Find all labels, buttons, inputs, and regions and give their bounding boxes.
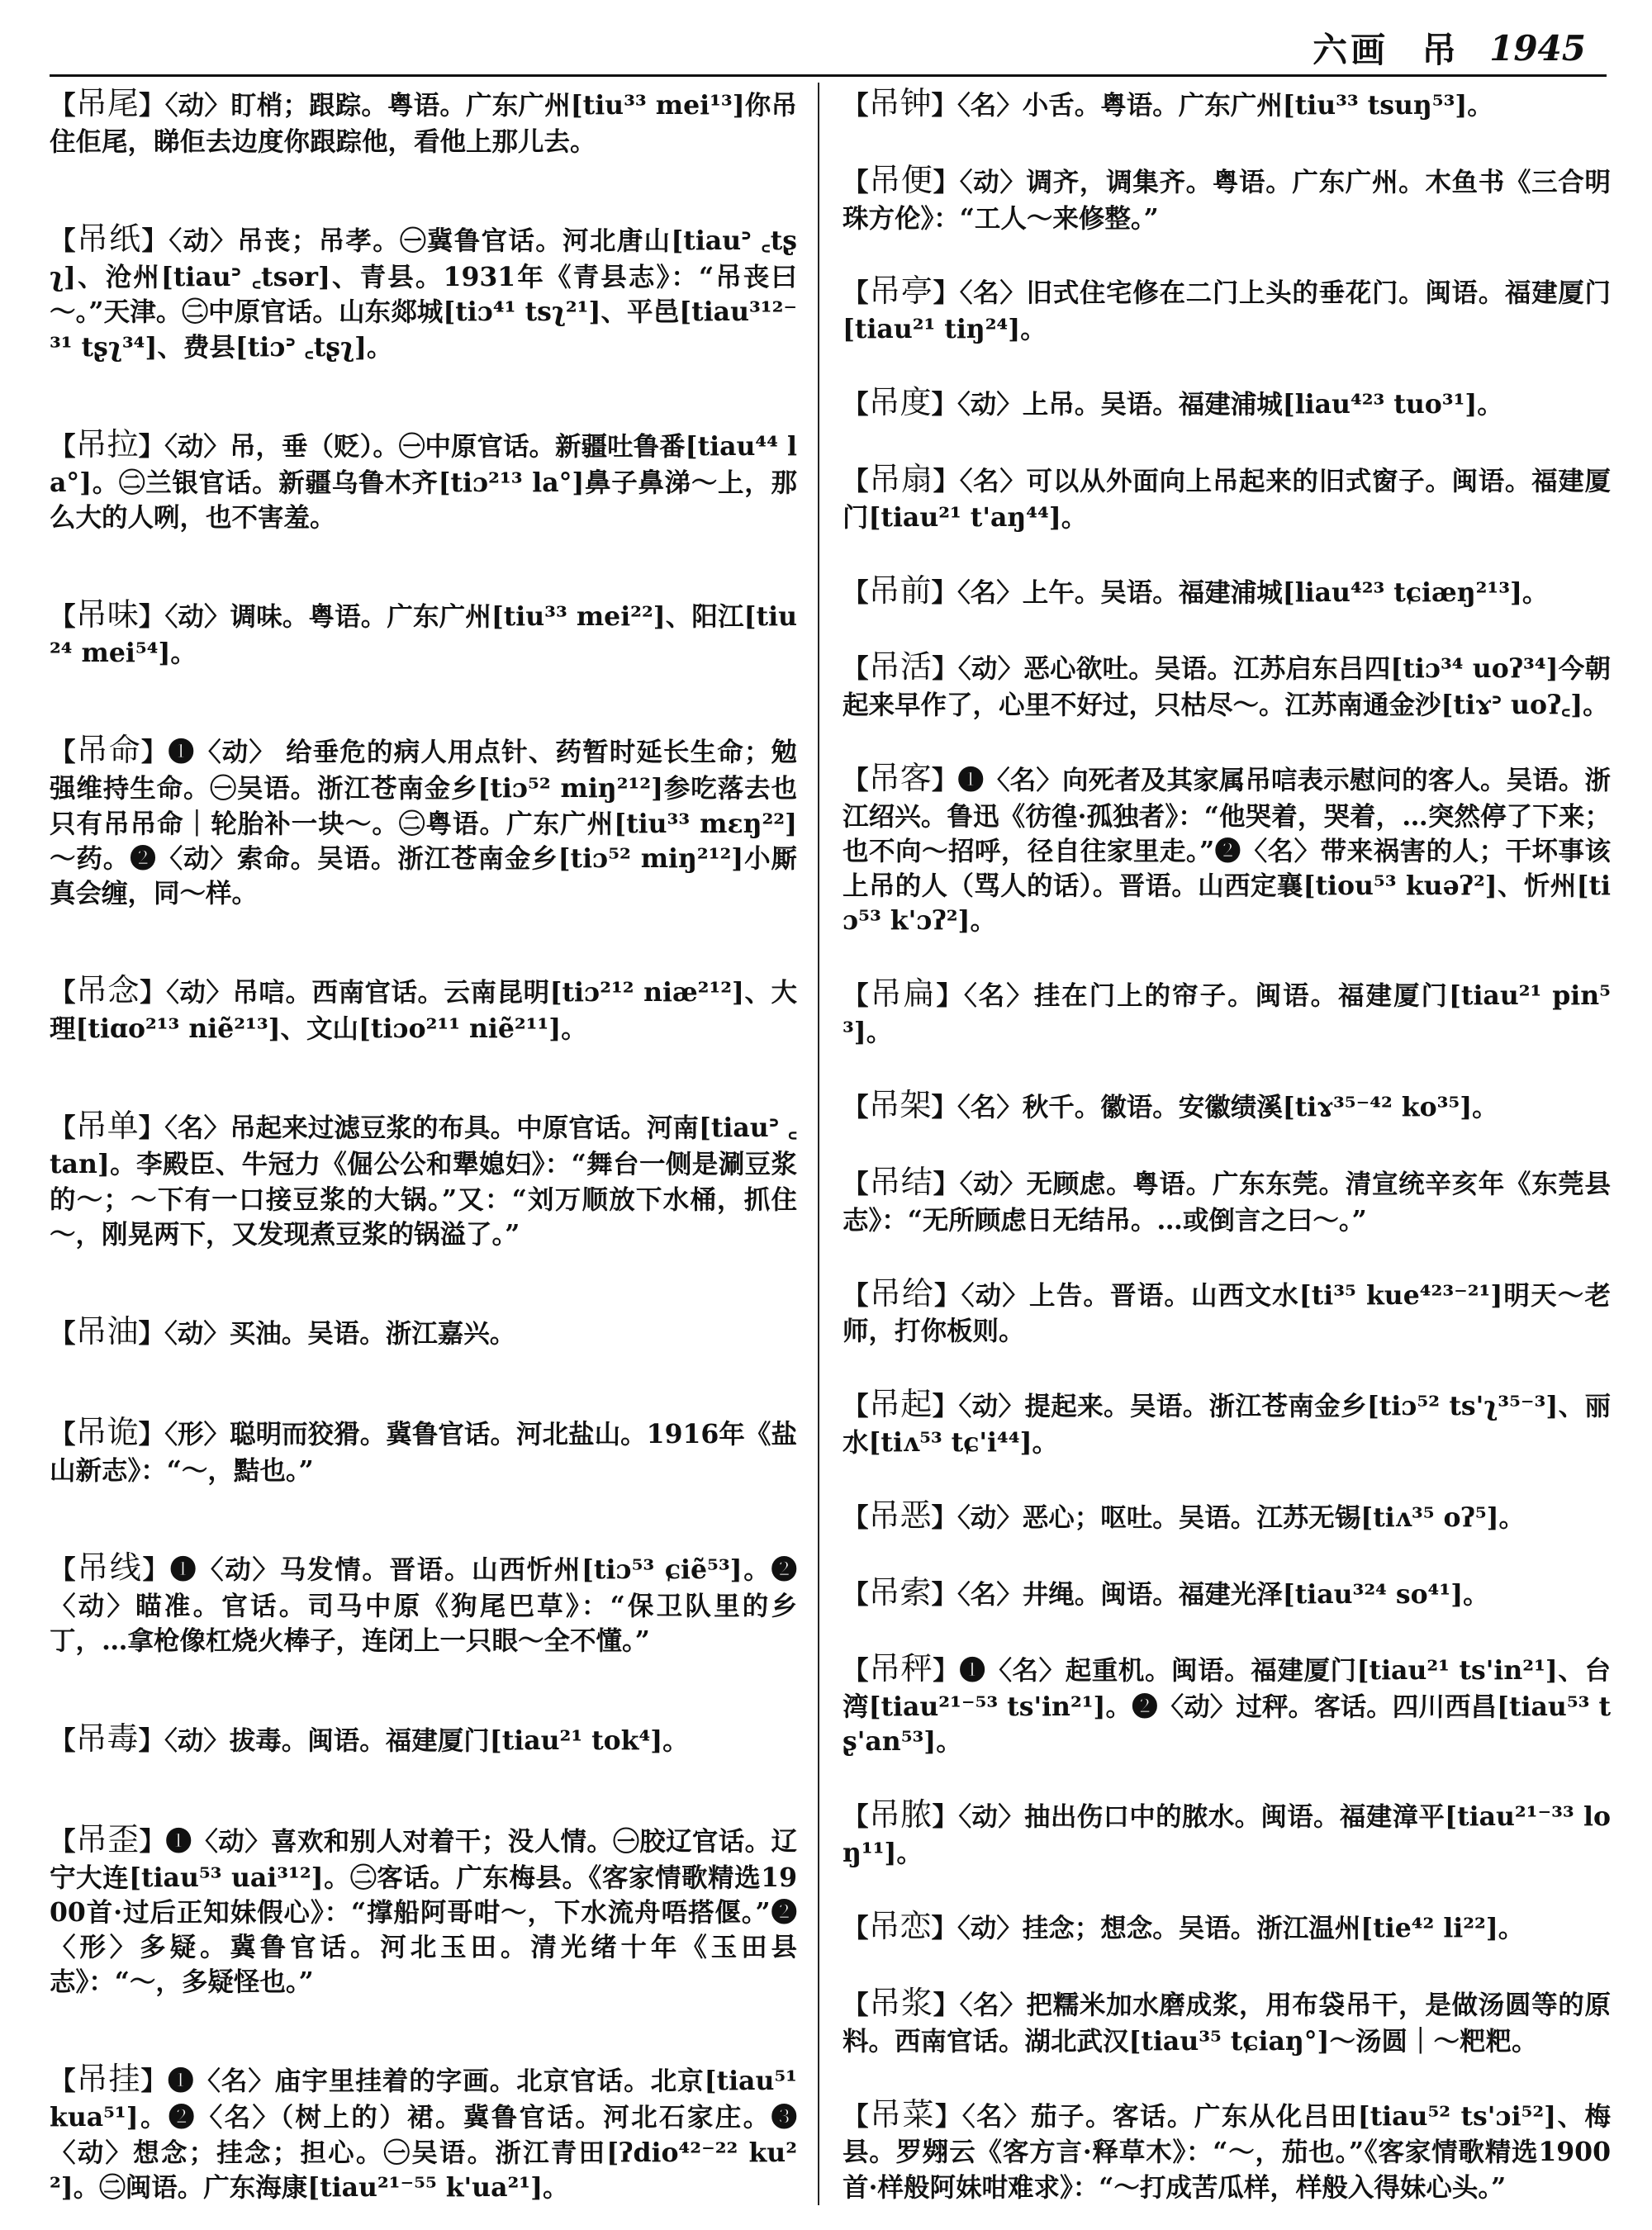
headword: 【吊命】 xyxy=(50,732,169,769)
dictionary-entry xyxy=(50,1718,797,1760)
dictionary-entry xyxy=(843,382,1611,424)
dictionary-entry xyxy=(50,1547,797,1658)
headword: 【吊诡】 xyxy=(50,1414,165,1451)
definition: 〈形〉聪明而狡猾。冀鲁官话。河北盐山。1916年《盐山新志》：“～，黠也。” xyxy=(50,1419,797,1486)
dictionary-entry xyxy=(843,83,1611,125)
headword: 【吊索】 xyxy=(843,1573,958,1611)
definition: ❶〈动〉马发情。晋语。山西忻州[tiɔ⁵³ ɕiẽ⁵³]。❷〈动〉瞄准。官话。司马中原《狗尾巴草》：“保卫队里的乡丁，…拿枪像杠烧火棒子，连闭上一只眼～全不懂。” xyxy=(50,1554,797,1657)
definition: 〈名〉秋千。徽语。安徽绩溪[tiɤ³⁵⁻⁴² ko³⁵]。 xyxy=(957,1092,1498,1123)
dictionary-entry xyxy=(50,729,797,911)
dictionary-entry xyxy=(50,1311,797,1353)
definition: 〈名〉挂在门上的帘子。闽语。福建厦门[tiau²¹ pin⁵³]。 xyxy=(843,980,1611,1048)
headword: 【吊念】 xyxy=(50,972,167,1009)
dictionary-entry xyxy=(843,646,1611,723)
definition: 〈动〉上告。晋语。山西文水[ti³⁵ kue⁴²³⁻²¹]明天～老师，打你板则。 xyxy=(843,1279,1611,1347)
headword: 【吊前】 xyxy=(843,572,958,609)
header-rule xyxy=(50,74,1607,77)
headword: 【吊味】 xyxy=(50,596,165,633)
dictionary-entry xyxy=(50,970,797,1046)
headword: 【吊结】 xyxy=(843,1163,960,1200)
definition: 〈动〉提起来。吴语。浙江苍南金乡[tiɔ⁵² ts'ʅ³⁵⁻³]、丽水[tiʌ⁵³ tɕ'i⁴⁴]。 xyxy=(843,1391,1611,1459)
headword: 【吊油】 xyxy=(50,1313,165,1350)
headword: 【吊客】 xyxy=(843,759,958,796)
headword: 【吊线】 xyxy=(50,1549,170,1587)
headword: 【吊秤】 xyxy=(843,1650,960,1687)
dictionary-entry xyxy=(843,1794,1611,1871)
headword: 【吊脓】 xyxy=(843,1796,959,1834)
headword: 【吊单】 xyxy=(50,1108,165,1145)
definition: 〈名〉旧式住宅修在二门上头的垂花门。闽语。福建厦门[tiau²¹ tiŋ²⁴]。 xyxy=(843,278,1611,345)
headword: 【吊毒】 xyxy=(50,1720,165,1757)
definition: 〈名〉小舌。粤语。广东广州[tiu³³ tsuŋ⁵³]。 xyxy=(957,90,1493,121)
page-number: 1945 xyxy=(1489,27,1586,69)
dictionary-entry xyxy=(843,2094,1611,2205)
definition: 〈名〉井绳。闽语。福建光泽[tiau³²⁴ so⁴¹]。 xyxy=(957,1578,1489,1610)
definition: 〈名〉上午。吴语。福建浦城[liau⁴²³ tɕiæŋ²¹³]。 xyxy=(957,576,1549,608)
dictionary-entry xyxy=(50,83,797,159)
definition: ❶〈名〉庙宇里挂着的字画。北京官话。北京[tiau⁵¹ kua⁵¹]。❷〈名〉（树上的）裙。冀鲁官话。河北石家庄。❸〈动〉想念；挂念；担心。㊀吴语。浙江青田[ʔdio⁴²⁻²² ku²²]。㊁闽语。广东海康[tiau²¹⁻⁵⁵ k'ua²¹]。 xyxy=(50,2066,797,2203)
definition: 〈动〉盯梢；跟踪。粤语。广东广州[tiu³³ mei¹³]你吊住佢尾，睇佢去边度你跟踪他，看他上那儿去。 xyxy=(50,90,797,157)
definition: 〈名〉把糯米加水磨成浆，用布袋吊干，是做汤圆等的原料。西南官话。湖北武汉[tiau³⁵ tɕiaŋ°]～汤圆｜～粑粑。 xyxy=(843,1989,1611,2057)
headword: 【吊浆】 xyxy=(843,1984,960,2021)
headword: 【吊拉】 xyxy=(50,425,165,463)
dictionary-entry xyxy=(843,270,1611,347)
headword: 【吊挂】 xyxy=(50,2061,168,2098)
definition: 〈动〉吊唁。西南官话。云南昆明[tiɔ²¹² niæ²¹²]、大理[tiɑo²¹³ niẽ²¹³]、文山[tiɔo²¹¹ niẽ²¹¹]。 xyxy=(50,977,797,1045)
headword: 【吊恋】 xyxy=(843,1908,958,1945)
dictionary-entry xyxy=(843,570,1611,612)
right-column xyxy=(843,83,1611,2205)
definition: ❶〈名〉向死者及其家属吊唁表示慰问的客人。吴语。浙江绍兴。鲁迅《彷徨·孤独者》：“他哭着，哭着，…突然停了下来；也不向～招呼，径自往家里走。”❷〈名〉带来祸害的人；干坏事该上吊的人（骂人的话）。晋语。山西定襄[tiou⁵³ kuəʔ²]、忻州[tiɔ⁵³ k'ɔʔ²]。 xyxy=(843,764,1611,937)
definition: 〈名〉可以从外面向上吊起来的旧式窗子。闽语。福建厦门[tiau²¹ t'aŋ⁴⁴]。 xyxy=(843,465,1611,533)
dictionary-entry xyxy=(843,1383,1611,1460)
dictionary-entry xyxy=(843,757,1611,939)
definition: 〈动〉无顾虑。粤语。广东东莞。清宣统辛亥年《东莞县志》：“无所顾虑日无结吊。…或倒言之曰～。” xyxy=(843,1168,1611,1236)
definition: 〈动〉吊丧；吊孝。㊀冀鲁官话。河北唐山[tiauᐣ ꜀tʂʅ]、沧州[tiauᐣ ꜀tsər]、青县。1931年《青县志》：“吊丧曰～。”天津。㊁中原官话。山东郯城[tiɔ⁴¹ tsʅ²¹]、平邑[tiau³¹²⁻³¹ tʂʅ³⁴]、费县[tiɔᐣ ꜀tʂʅ]。 xyxy=(50,225,797,363)
dictionary-entry xyxy=(843,1084,1611,1127)
definition: ❶〈动〉喜欢和别人对着干；没人情。㊀胶辽官话。辽宁大连[tiau⁵³ uai³¹²]。㊁客话。广东梅县。《客家情歌精选1900首·过后正知妹假心》：“撑船阿哥咁～，下水流舟唔搭偃。”❷〈形〉多疑。冀鲁官话。河北玉田。清光绪十年《玉田县志》：“～，多疑怪也。” xyxy=(50,1825,797,1998)
headword: 【吊纸】 xyxy=(50,221,169,258)
headword: 【吊架】 xyxy=(843,1087,958,1124)
dictionary-entry xyxy=(50,218,797,365)
dictionary-entry xyxy=(843,458,1611,535)
definition: 〈动〉调味。粤语。广东广州[tiu³³ mei²²]、阳江[tiu²⁴ mei⁵⁴]。 xyxy=(50,601,797,669)
headword: 【吊扇】 xyxy=(843,460,960,497)
dictionary-entry xyxy=(50,1819,797,2000)
definition: ❶〈名〉起重机。闽语。福建厦门[tiau²¹ ts'in²¹]、台湾[tiau²¹⁻⁵³ ts'in²¹]。❷〈动〉过秤。客话。四川西昌[tiau⁵³ tʂ'an⁵³]。 xyxy=(843,1655,1611,1758)
headword: 【吊便】 xyxy=(843,161,960,198)
dictionary-entry xyxy=(50,1412,797,1488)
definition: 〈名〉吊起来过滤豆浆的布具。中原官话。河南[tiauᐣ ꜀tan]。李殿臣、牛冠力《倔公公和犟媳妇》：“舞台一侧是涮豆浆的～；～下有一口接豆浆的大锅。”又：“刘万顺放下水桶，抓住～，刚晃两下，又发现煮豆浆的锅溢了。” xyxy=(50,1113,797,1250)
dictionary-entry xyxy=(843,973,1611,1050)
dictionary-entry xyxy=(843,1572,1611,1614)
definition: 〈动〉抽出伤口中的脓水。闽语。福建漳平[tiau²¹⁻³³ loŋ¹¹]。 xyxy=(843,1801,1611,1869)
dictionary-entry xyxy=(50,424,797,535)
definition: ❶〈动〉 给垂危的病人用点针、药暂时延长生命；勉强维持生命。㊀吴语。浙江苍南金乡[tiɔ⁵² miŋ²¹²]参吃落去也只有吊吊命｜轮胎补一块～。㊁粤语。广东广州[tiu³³ mɛŋ²²]～药。❷〈动〉索命。吴语。浙江苍南金乡[tiɔ⁵² miŋ²¹²]小厮真会缠，同～样。 xyxy=(50,737,797,909)
definition: 〈动〉挂念；想念。吴语。浙江温州[tie⁴² li²²]。 xyxy=(957,1913,1525,1944)
definition: 〈动〉买油。吴语。浙江嘉兴。 xyxy=(164,1318,516,1350)
headword: 【吊度】 xyxy=(843,384,958,421)
column-divider xyxy=(818,83,819,2205)
definition: 〈动〉拔毒。闽语。福建厦门[tiau²¹ tok⁴]。 xyxy=(164,1725,689,1756)
dictionary-entry xyxy=(50,594,797,671)
definition: 〈动〉恶心欲吐。吴语。江苏启东吕四[tiɔ³⁴ uoʔ³⁴]今朝起来早作了，心里不好过，只枯尽～。江苏南通金沙[tiɤᐣ uoʔ꜀]。 xyxy=(843,653,1611,721)
definition: 〈动〉上吊。吴语。福建浦城[liau⁴²³ tuo³¹]。 xyxy=(957,389,1503,420)
headword: 【吊钟】 xyxy=(843,85,958,121)
dictionary-entry xyxy=(50,1105,797,1252)
dictionary-entry xyxy=(843,1648,1611,1759)
definition: 〈名〉茄子。客话。广东从化吕田[tiau⁵² ts'ɔi⁵²]、梅县。罗翙云《客方言·释草木》：“～，茄也。”《客家情歌精选1900首·样般阿妹咁难求》：“～打成苦瓜样，样般入得妹心头。” xyxy=(843,2100,1611,2203)
headword: 【吊活】 xyxy=(843,648,958,686)
section-label: 六画 xyxy=(1313,30,1389,70)
left-column xyxy=(50,83,797,2205)
dictionary-entry xyxy=(843,1495,1611,1537)
headword: 【吊尾】 xyxy=(50,85,165,121)
headword: 【吊恶】 xyxy=(843,1497,958,1535)
dictionary-entry xyxy=(843,1273,1611,1350)
headword: 【吊亭】 xyxy=(843,273,960,310)
headword: 【吊起】 xyxy=(843,1386,959,1423)
headword: 【吊歪】 xyxy=(50,1820,166,1858)
dictionary-entry xyxy=(843,1982,1611,2059)
definition: 〈动〉调齐，调集齐。粤语。广东广州。木鱼书《三合明珠方伦》：“工人～来修整。” xyxy=(843,166,1611,234)
dictionary-entry xyxy=(843,159,1611,236)
dictionary-entry xyxy=(50,2058,797,2205)
definition: 〈动〉恶心；呕吐。吴语。江苏无锡[tiʌ³⁵ oʔ⁵]。 xyxy=(957,1502,1526,1534)
dictionary-entry xyxy=(843,1905,1611,1948)
dictionary-entry xyxy=(843,1161,1611,1238)
page-header xyxy=(50,23,1586,73)
headword: 【吊菜】 xyxy=(843,2095,962,2133)
definition: 〈动〉吊，垂（贬）。㊀中原官话。新疆吐鲁番[tiau⁴⁴ la°]。㊁兰银官话。新疆乌鲁木齐[tiɔ²¹³ la°]鼻子鼻涕～上，那么大的人咧，也不害羞。 xyxy=(50,430,797,533)
headword: 【吊给】 xyxy=(843,1274,961,1312)
headword: 【吊扁】 xyxy=(843,975,964,1013)
radical-character: 吊 xyxy=(1422,30,1457,70)
